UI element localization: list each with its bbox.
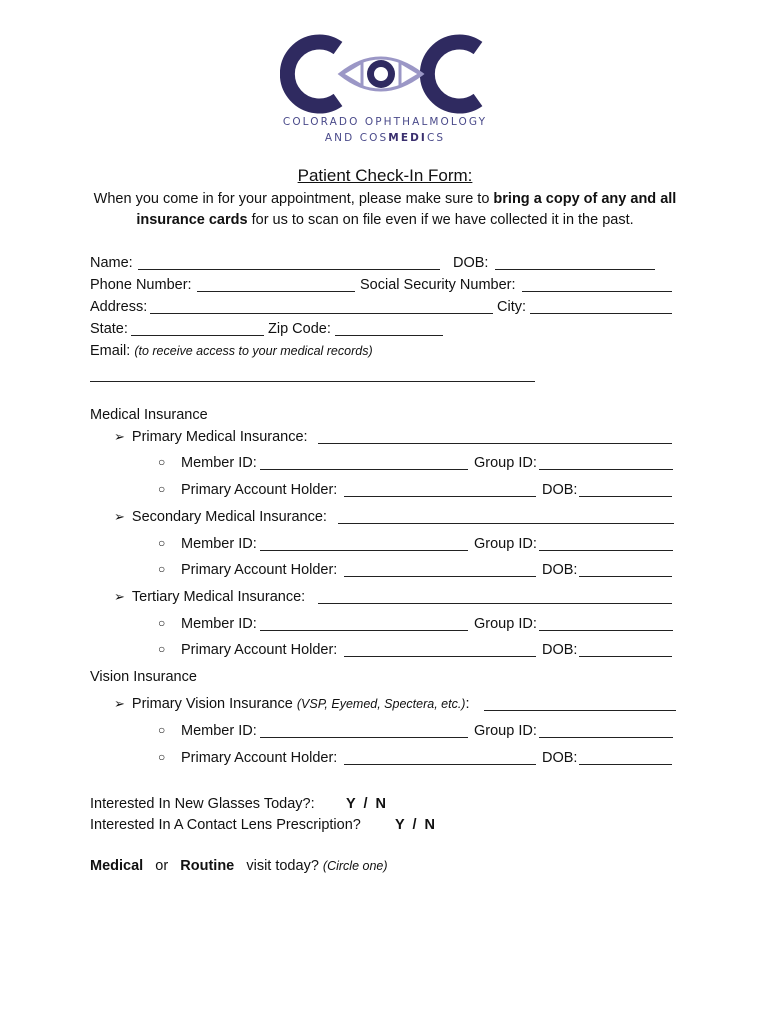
- phone-label: Phone Number:: [90, 277, 192, 293]
- vision-account-holder-dob-field[interactable]: [579, 764, 672, 765]
- member-id-label: Member ID:: [181, 455, 257, 471]
- circle-bullet-icon: ○: [158, 482, 166, 496]
- member-id-label: Member ID:: [181, 616, 257, 632]
- state-field[interactable]: [131, 335, 264, 336]
- primary-medical-group-id-field[interactable]: [539, 469, 673, 470]
- logo-text-line2: AND COSMEDICS: [324, 132, 446, 144]
- name-label: Name:: [90, 255, 133, 271]
- vision-group-id-field[interactable]: [539, 737, 673, 738]
- vision-insurance-note: (VSP, Eyemed, Spectera, etc.): [296, 697, 466, 711]
- city-field[interactable]: [530, 313, 672, 314]
- clinic-logo: [280, 32, 490, 152]
- ssn-label: Social Security Number:: [360, 277, 516, 293]
- glasses-yes-no[interactable]: Y / N: [346, 796, 387, 812]
- secondary-medical-insurance-field[interactable]: [338, 523, 674, 524]
- tertiary-medical-member-id-field[interactable]: [260, 630, 468, 631]
- arrow-bullet-icon: ➢: [114, 509, 125, 524]
- tertiary-medical-account-holder-dob-field[interactable]: [579, 656, 672, 657]
- primary-medical-member-id-field[interactable]: [260, 469, 468, 470]
- arrow-bullet-icon: ➢: [114, 696, 125, 711]
- group-id-label: Group ID:: [474, 455, 537, 471]
- form-title: Patient Check-In Form:: [297, 166, 473, 185]
- arrow-bullet-icon: ➢: [114, 589, 125, 604]
- medical-option[interactable]: Medical: [90, 858, 144, 874]
- member-id-label: Member ID:: [181, 536, 257, 552]
- account-holder-dob-label: DOB:: [542, 562, 578, 578]
- primary-medical-account-holder-field[interactable]: [344, 496, 536, 497]
- name-field[interactable]: [138, 269, 440, 270]
- account-holder-label: Primary Account Holder:: [181, 562, 338, 578]
- circle-bullet-icon: ○: [158, 723, 166, 737]
- account-holder-dob-label: DOB:: [542, 642, 578, 658]
- group-id-label: Group ID:: [474, 723, 537, 739]
- intro-paragraph: When you come in for your appointment, please make sure to bring a copy of any and all insurance cards for us to scan on file even if we have collected it in the past.: [93, 191, 677, 228]
- glasses-question: Interested In New Glasses Today?:: [90, 796, 315, 812]
- contacts-question: Interested In A Contact Lens Prescription?: [90, 817, 361, 833]
- address-field[interactable]: [150, 313, 493, 314]
- primary-medical-account-holder-dob-field[interactable]: [579, 496, 672, 497]
- state-label: State:: [90, 321, 128, 337]
- dob-field[interactable]: [495, 269, 655, 270]
- city-label: City:: [497, 299, 526, 315]
- circle-bullet-icon: ○: [158, 750, 166, 764]
- ssn-field[interactable]: [522, 291, 672, 292]
- phone-field[interactable]: [197, 291, 355, 292]
- circle-bullet-icon: ○: [158, 642, 166, 656]
- circle-bullet-icon: ○: [158, 455, 166, 469]
- email-field[interactable]: [90, 381, 535, 382]
- primary-medical-insurance-label: ➢ Primary Medical Insurance:: [114, 429, 308, 445]
- circle-bullet-icon: ○: [158, 562, 166, 576]
- account-holder-dob-label: DOB:: [542, 482, 578, 498]
- routine-option[interactable]: Routine: [180, 858, 235, 874]
- primary-vision-insurance-label: ➢ Primary Vision Insurance (VSP, Eyemed, Spectera, etc.):: [114, 696, 470, 712]
- account-holder-label: Primary Account Holder:: [181, 642, 338, 658]
- tertiary-medical-insurance-field[interactable]: [318, 603, 672, 604]
- dob-label: DOB:: [453, 255, 489, 271]
- contacts-yes-no[interactable]: Y / N: [395, 817, 436, 833]
- vision-insurance-heading: Vision Insurance: [90, 669, 197, 685]
- address-label: Address:: [90, 299, 148, 315]
- arrow-bullet-icon: ➢: [114, 429, 125, 444]
- account-holder-label: Primary Account Holder:: [181, 750, 338, 766]
- group-id-label: Group ID:: [474, 536, 537, 552]
- group-id-label: Group ID:: [474, 616, 537, 632]
- account-holder-dob-label: DOB:: [542, 750, 578, 766]
- vision-account-holder-field[interactable]: [344, 764, 536, 765]
- logo-text-line1: COLORADO OPHTHALMOLOGY: [282, 116, 488, 128]
- circle-bullet-icon: ○: [158, 616, 166, 630]
- medical-insurance-heading: Medical Insurance: [90, 407, 208, 423]
- secondary-medical-member-id-field[interactable]: [260, 550, 468, 551]
- member-id-label: Member ID:: [181, 723, 257, 739]
- email-note: (to receive access to your medical records): [134, 344, 373, 358]
- secondary-medical-account-holder-field[interactable]: [344, 576, 536, 577]
- tertiary-medical-account-holder-field[interactable]: [344, 656, 536, 657]
- tertiary-medical-insurance-label: ➢ Tertiary Medical Insurance:: [114, 589, 306, 605]
- account-holder-label: Primary Account Holder:: [181, 482, 338, 498]
- primary-vision-insurance-field[interactable]: [484, 710, 676, 711]
- vision-member-id-field[interactable]: [260, 737, 468, 738]
- circle-bullet-icon: ○: [158, 536, 166, 550]
- coc-logo-mark-icon: [280, 32, 490, 116]
- zip-field[interactable]: [335, 335, 443, 336]
- secondary-medical-group-id-field[interactable]: [539, 550, 673, 551]
- visit-type-line: Medical or Routine visit today? (Circle one): [90, 858, 388, 874]
- secondary-medical-account-holder-dob-field[interactable]: [579, 576, 672, 577]
- zip-label: Zip Code:: [268, 321, 331, 337]
- primary-medical-insurance-field[interactable]: [318, 443, 672, 444]
- secondary-medical-insurance-label: ➢ Secondary Medical Insurance:: [114, 509, 327, 525]
- email-label: Email: (to receive access to your medical records): [90, 343, 373, 359]
- circle-one-note: (Circle one): [322, 859, 388, 873]
- tertiary-medical-group-id-field[interactable]: [539, 630, 673, 631]
